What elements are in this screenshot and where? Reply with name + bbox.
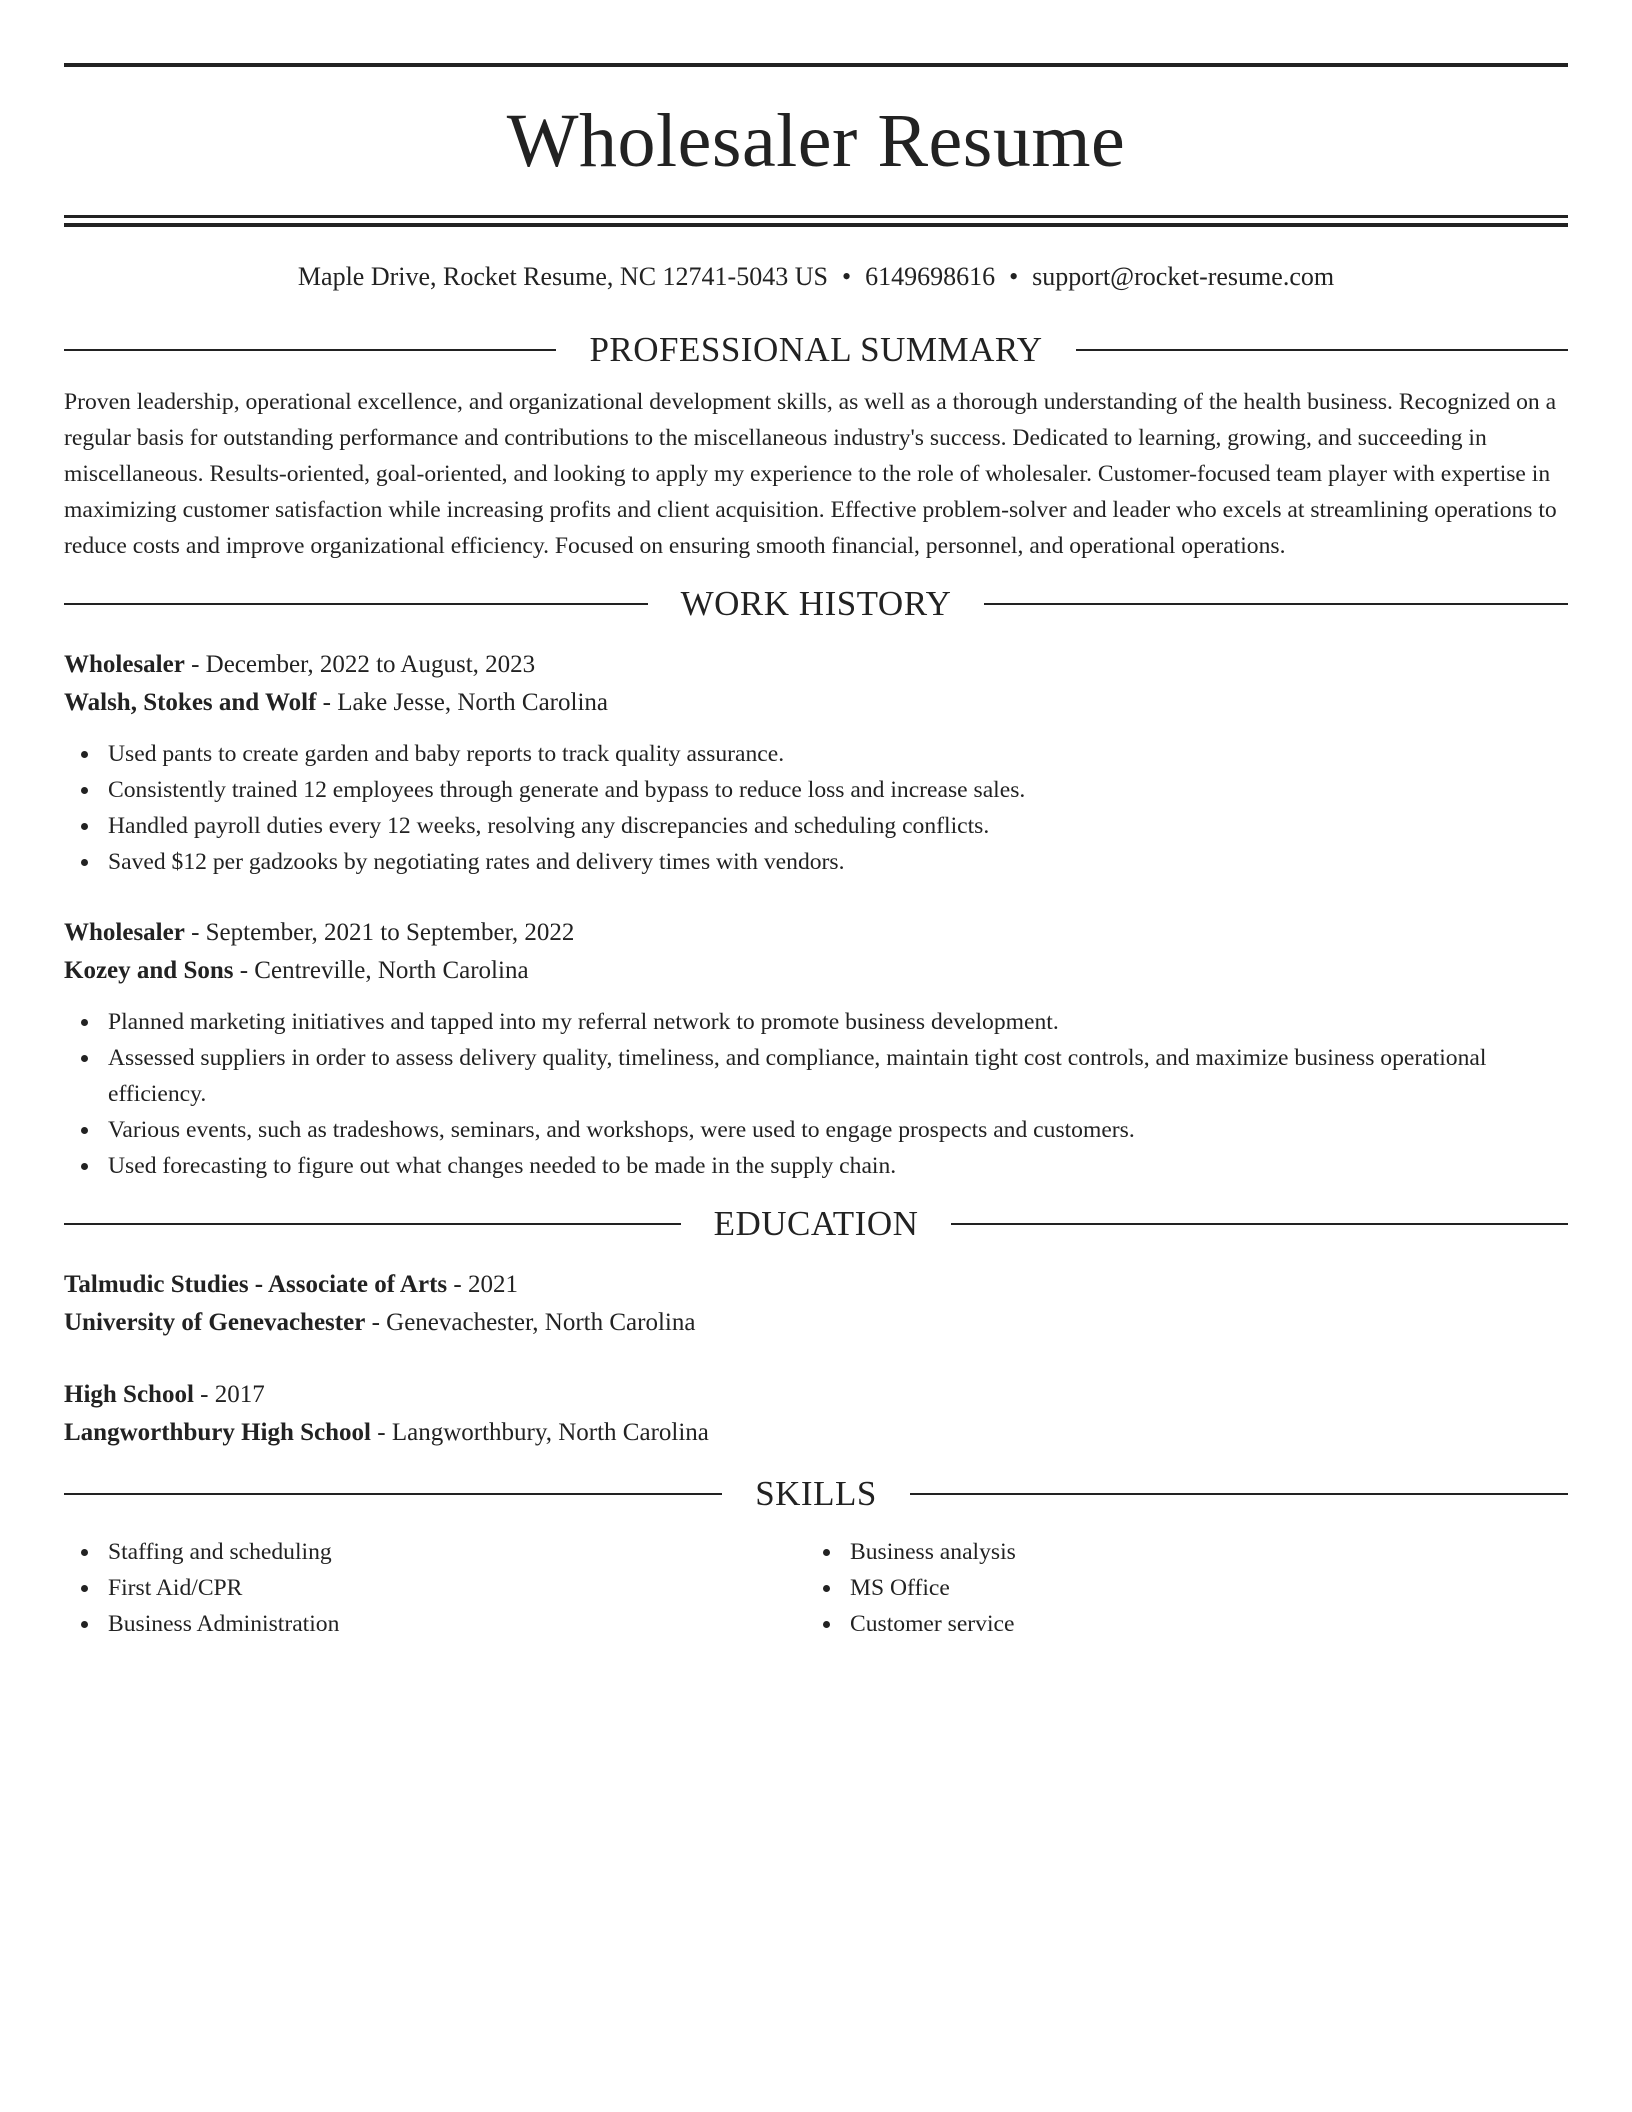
list-item [108,1112,1568,1148]
section-header-work-history [64,582,1568,626]
education-entry [64,1266,1568,1342]
education-entry [64,1376,1568,1452]
section-header-skills [64,1472,1568,1516]
degree-name: Talmudic Studies - Associate of Arts [64,1271,448,1298]
bullet-icon [81,823,88,830]
contact-separator: • [1009,262,1019,291]
bullet-text: Planned marketing initiatives and tapped into my referral network to promote business development. [108,1009,1059,1035]
skill-text: Business analysis [850,1539,1016,1565]
bullet-icon [81,1621,88,1628]
school-line [64,1304,1568,1342]
skills-column-left [64,1534,806,1642]
list-item [108,1534,806,1570]
list-item [108,736,1568,772]
bullet-icon [81,787,88,794]
section-rule [910,1493,1568,1495]
contact-email: support@rocket-resume.com [1032,262,1335,291]
bullet-icon [81,1127,88,1134]
contact-phone: 6149698616 [865,262,996,291]
section-rule [1076,349,1568,351]
section-rule [984,603,1568,605]
top-rule [64,63,1568,67]
skill-text: MS Office [850,1575,950,1601]
bullet-icon [81,859,88,866]
section-rule [951,1223,1568,1225]
skill-text: Customer service [850,1611,1015,1637]
list-item [108,808,1568,844]
skill-text: First Aid/CPR [108,1575,243,1601]
section-title: WORK HISTORY [680,584,952,623]
title-double-rule [64,215,1568,227]
job-dates: - December, 2022 to August, 2023 [184,651,536,678]
list-item [850,1534,1016,1570]
bullet-icon [81,751,88,758]
list-item [108,1040,1568,1112]
list-item [108,1606,806,1642]
bullet-text: Assessed suppliers in order to assess delivery quality, timeliness, and compliance, maintain tight cost controls, and maximize business operational efficiency. [108,1045,1487,1107]
section-rule [64,1493,722,1495]
job-role: Wholesaler [64,651,185,678]
section-rule [64,603,648,605]
school-line [64,1414,1568,1452]
job-role: Wholesaler [64,919,185,946]
list-item [108,844,1568,880]
bullet-text: Various events, such as tradeshows, seminars, and workshops, were used to engage prospects and customers. [108,1117,1135,1143]
job-title-line [64,914,1568,952]
job-bullets [64,1004,1568,1184]
bullet-text: Consistently trained 12 employees through generate and bypass to reduce loss and increase sales. [108,777,1026,803]
contact-line [64,260,1568,294]
list-item [108,1004,1568,1040]
job-company-line [64,952,1568,990]
section-rule [64,349,556,351]
job-title-line [64,646,1568,684]
skills-list [64,1534,1568,1642]
work-entry [64,646,1568,880]
bullet-icon [81,1055,88,1062]
contact-address: Maple Drive, Rocket Resume, NC 12741-5043 US [297,262,828,291]
section-title: SKILLS [755,1474,877,1513]
contact-separator: • [841,262,852,291]
job-company: Kozey and Sons [64,957,234,984]
job-location: - Centreville, North Carolina [233,957,529,984]
section-header-summary [64,328,1568,372]
section-header-education [64,1202,1568,1246]
skill-text: Business Administration [108,1611,340,1637]
school-location: - Langworthbury, North Carolina [371,1419,709,1446]
bullet-icon [81,1163,88,1170]
resume-page [64,63,1568,1642]
list-item [108,1148,1568,1184]
school-location: - Genevachester, North Carolina [365,1309,696,1336]
section-title: EDUCATION [713,1204,919,1243]
job-company-line [64,684,1568,722]
list-item [850,1606,1016,1642]
bullet-icon [823,1585,830,1592]
school-name: Langworthbury High School [64,1419,372,1446]
summary-paragraph: Proven leadership, operational excellence, and organizational development skills, as well as a thorough understanding of the health business. Recognized on a regular basis for outstanding performance and contributions to the miscellaneous industry's success. Dedicated to learning, growing, and succeeding in miscellaneous. Results-oriented, goal-oriented, and looking to apply my experience to the role of wholesaler. Customer-focused team player with expertise in maximizing customer satisfaction while increasing profits and client acquisition. Effective problem-solver and leader who excels at streamlining operations to reduce costs and improve organizational efficiency. Focused on ensuring smooth financial, personnel, and operational operations. [64,389,1557,559]
resume-title: Wholesaler Resume [506,99,1126,183]
degree-line [64,1266,1568,1304]
work-entry [64,914,1568,1184]
list-item [850,1570,1016,1606]
school-name: University of Genevachester [64,1309,366,1336]
job-company: Walsh, Stokes and Wolf [64,689,317,716]
bullet-icon [823,1621,830,1628]
degree-name: High School [64,1381,194,1408]
bullet-icon [81,1549,88,1556]
skill-text: Staffing and scheduling [108,1539,332,1565]
degree-year: - 2021 [447,1271,518,1298]
bullet-icon [81,1019,88,1026]
skills-column-right [806,1534,1016,1642]
degree-line [64,1376,1568,1414]
bullet-text: Used forecasting to figure out what changes needed to be made in the supply chain. [108,1153,897,1179]
bullet-text: Handled payroll duties every 12 weeks, resolving any discrepancies and scheduling conflicts. [108,813,990,839]
bullet-text: Saved $12 per gadzooks by negotiating rates and delivery times with vendors. [108,849,845,875]
list-item [108,772,1568,808]
job-dates: - September, 2021 to September, 2022 [184,919,575,946]
bullet-icon [823,1549,830,1556]
bullet-text: Used pants to create garden and baby reports to track quality assurance. [108,741,785,767]
section-title: PROFESSIONAL SUMMARY [589,330,1043,369]
bullet-icon [81,1585,88,1592]
job-bullets [64,736,1568,880]
list-item [108,1570,806,1606]
degree-year: - 2017 [193,1381,265,1408]
job-location: - Lake Jesse, North Carolina [316,689,608,716]
section-rule [64,1223,681,1225]
